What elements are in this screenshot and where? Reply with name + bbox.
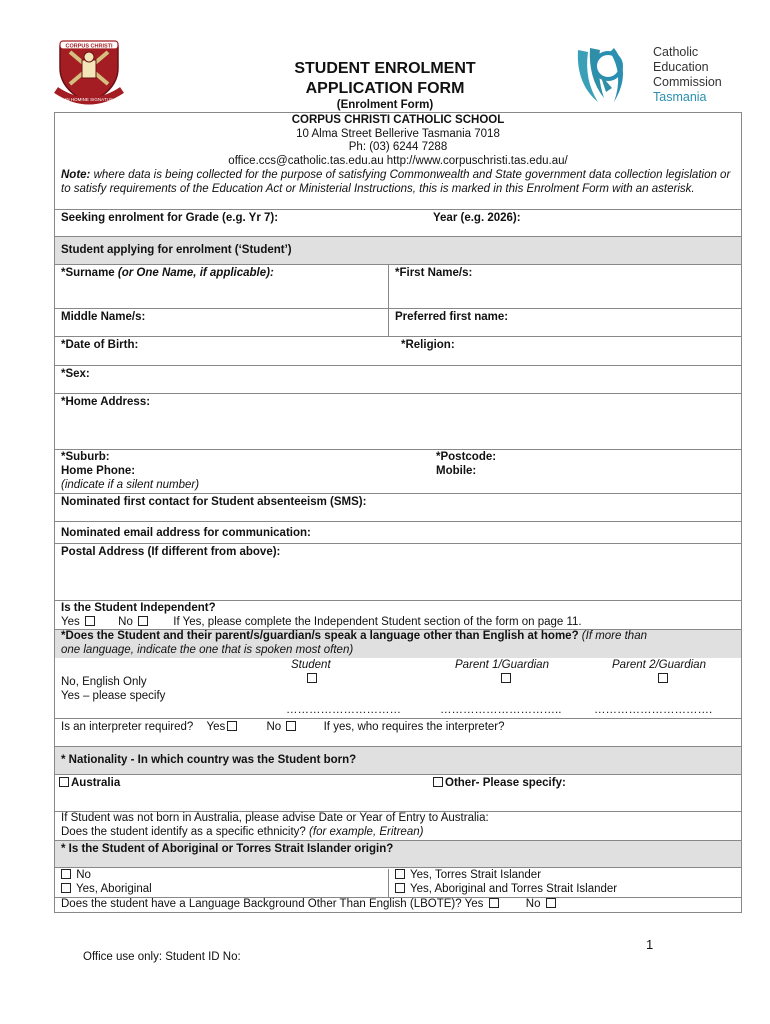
year-field[interactable]: Year (e.g. 2026): [433,212,521,224]
school-address: 10 Alma Street Bellerive Tasmania 7018 [296,127,500,140]
col-parent2-label: Parent 2/Guardian [612,659,706,671]
independent-note: If Yes, please complete the Independent Student section of the form on page 11. [173,615,582,628]
middle-name-row [55,309,741,337]
asterisk-note: Note: where data is being collected for the purpose of satisfying Commonwealth and State government data collection legislation or to satisfy requirements of the Education Act or Ministerial Instructions, this is marked in this Enrolment Form with an asterisk. [55,168,741,210]
student-section-header: Student applying for enrolment (‘Student’) [55,237,741,265]
sex-field[interactable]: *Sex: [61,368,90,380]
lbote-no-checkbox[interactable] [546,898,556,908]
middle-name-field[interactable]: Middle Name/s: [61,311,146,323]
entry-ethnicity-block [55,812,741,841]
crest-top-text: CORPUS CHRISTI [65,43,113,50]
dob-row [55,337,741,366]
atsi-no-checkbox[interactable] [61,869,71,879]
parent1-language-input[interactable]: ………………………….. [440,704,562,716]
school-contact: office.ccs@catholic.tas.edu.au http://www.corpuschristi.tas.edu.au/ [228,154,568,167]
ethnicity-field[interactable]: Does the student identify as a specific ethnicity? (for example, Eritrean) [61,825,424,838]
lbote-row: Does the student have a Language Background Other Than English (LBOTE)? Yes No [55,898,741,912]
school-phone: Ph: (03) 6244 7288 [348,141,448,153]
name-row [55,265,741,309]
home-address-field[interactable]: *Home Address: [61,396,151,408]
form-title-line2: APPLICATION FORM [305,80,465,97]
school-name: CORPUS CHRISTI CATHOLIC SCHOOL [291,114,505,126]
independent-options: Yes No If Yes, please complete the Independent Student section of the form on page 11. [61,615,582,628]
language-question: *Does the Student and their parent/s/guardian/s speak a language other than English at home? (If more than one language, indicate the one that is spoken most often) [55,630,741,658]
postcode-field[interactable]: *Postcode: [436,451,497,463]
nationality-header: * Nationality - In which country was the Student born? [55,747,741,775]
seeking-grade-field[interactable]: Seeking enrolment for Grade (e.g. Yr 7): [61,212,279,224]
cec-logo-text: Catholic Education Commission Tasmania [653,45,722,104]
other-country-option[interactable]: Other- Please specify: [427,775,741,811]
postal-address-field[interactable]: Postal Address (If different from above): [61,546,281,558]
surname-field[interactable]: *Surname (or One Name, if applicable): [61,267,274,279]
atsi-header: * Is the Student of Aboriginal or Torres Strait Islander origin? [55,841,741,868]
email-row [55,522,741,544]
home-phone-field[interactable]: Home Phone: [61,464,136,477]
language-grid [55,658,741,718]
atsi-tsi-checkbox[interactable] [395,869,405,879]
parent1-no-english-checkbox[interactable] [501,673,511,683]
postal-row [55,544,741,601]
sex-row [55,366,741,394]
atsi-tsi-option[interactable]: Yes, Torres Strait Islander [393,869,741,883]
home-address-row [55,394,741,450]
first-contact-row [55,494,741,522]
independent-block [55,601,741,630]
parent2-no-english-checkbox[interactable] [658,673,668,683]
atsi-both-option[interactable]: Yes, Aboriginal and Torres Strait Islander [393,883,741,897]
interpreter-yes-checkbox[interactable] [227,721,237,731]
no-english-label: No, English Only [61,676,147,688]
col-student-label: Student [291,659,331,671]
atsi-aboriginal-checkbox[interactable] [61,883,71,893]
preferred-name-field[interactable]: Preferred first name: [388,309,741,336]
independent-yes-checkbox[interactable] [85,616,95,626]
silent-number-hint: (indicate if a silent number) [61,478,200,491]
religion-field[interactable]: *Religion: [401,339,455,351]
student-language-input[interactable]: ………………………… [286,704,401,716]
suburb-field[interactable]: *Suburb: [61,451,110,463]
email-field[interactable]: Nominated email address for communication: [61,527,311,540]
atsi-aboriginal-option[interactable]: Yes, Aboriginal [59,883,388,897]
form-subtitle: (Enrolment Form) [336,99,434,111]
crest-motto-text: IN HOMINE SIGNATUS [65,97,113,102]
lbote-question: Does the student have a Language Background Other Than English (LBOTE)? Yes [61,898,484,910]
other-country-checkbox[interactable] [433,777,443,787]
atsi-both-checkbox[interactable] [395,883,405,893]
office-use-label: Office use only: Student ID No: [83,951,241,963]
mobile-field[interactable]: Mobile: [436,464,477,477]
interpreter-no-checkbox[interactable] [286,721,296,731]
atsi-no-option[interactable]: No [59,869,388,883]
grade-row [55,210,741,237]
form-title-line1: STUDENT ENROLMENT [294,60,476,77]
birth-country-row [55,775,741,812]
australia-option[interactable]: Australia [55,775,427,811]
school-details [55,113,741,168]
interpreter-row [55,718,741,747]
independent-question: Is the Student Independent? [61,602,216,614]
lbote-yes-checkbox[interactable] [489,898,499,908]
page-number: 1 [646,937,654,952]
yes-specify-label: Yes – please specify [61,690,166,702]
suburb-phone-block [55,450,741,494]
parent2-language-input[interactable]: …………………………. [594,704,713,716]
enrolment-form [54,112,742,913]
atsi-options [55,868,741,898]
student-no-english-checkbox[interactable] [307,673,317,683]
entry-date-field[interactable]: If Student was not born in Australia, please advise Date or Year of Entry to Australia: [61,812,489,824]
independent-no-checkbox[interactable] [138,616,148,626]
australia-checkbox[interactable] [59,777,69,787]
col-parent1-label: Parent 1/Guardian [455,659,549,671]
form-header [0,0,770,112]
dob-field[interactable]: *Date of Birth: [61,339,139,351]
interpreter-question: Is an interpreter required? Yes No If yes, who requires the interpreter? [61,721,505,733]
first-name-field[interactable]: *First Name/s: [388,265,741,308]
cec-logo-icon [574,44,634,108]
first-contact-field[interactable]: Nominated first contact for Student absenteeism (SMS): [61,496,367,508]
